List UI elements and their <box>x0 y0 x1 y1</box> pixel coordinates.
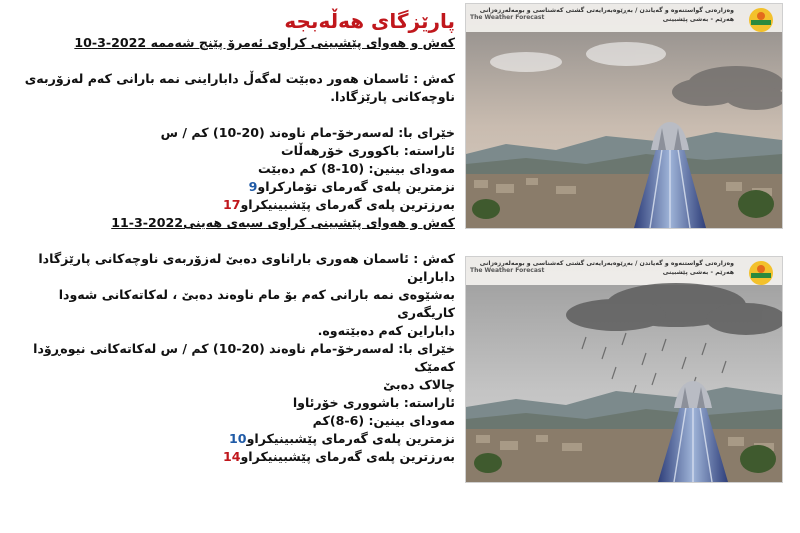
day2-min-temp-label: نزمترین پلەی گەرمای پێشبینیکراو <box>246 431 455 446</box>
day2-min-temp: 10 <box>229 431 247 446</box>
banner-text: وەزارەتی گواستنەوە و گەیاندن / بەڕێوەبەرایەتی گشتی کەشناسی و بومەلەرزەزانی هەرێم - بەشی پێشبینی <box>479 7 734 23</box>
day2-heading-text: کەش و هەوای پێشبینی کراوی سبەی هەینی <box>183 215 455 230</box>
day1-min-temp-row <box>10 178 455 196</box>
kurdistan-emblem-icon <box>748 260 774 286</box>
day1-date: 2022-3-10 <box>74 35 147 50</box>
cloudy-scene-image <box>466 4 782 228</box>
day2-visibility: مەودای بینین: (6-8)کم <box>312 413 455 428</box>
card-banner <box>466 257 782 285</box>
forecast-text <box>10 8 455 466</box>
day2-wind-line1: خێرای با: لەسەرخۆ-مام ناوەند (20-10) کم / س لەکاتەکانی نیوەڕۆدا کەمێک <box>33 341 455 374</box>
day2-min-temp-row <box>10 430 455 448</box>
day2-sky-line1: کەش : ئاسمان هەوری باراناوی دەبێ لەزۆربەی ناوچەکانی پارێزگادا داباراین <box>38 251 455 284</box>
day1-max-temp: 17 <box>222 197 241 212</box>
day1-sky-line2: ناوچەکانی پارێزگادا. <box>330 89 455 104</box>
day1-heading <box>10 34 455 52</box>
banner-en-text: The Weather Forecast <box>470 267 545 274</box>
banner-text: وەزارەتی گواستنەوە و گەیاندن / بەڕێوەبەرایەتی گشتی کەشناسی و بومەلەرزەزانی هەرێم - بەشی پێشبینی <box>479 260 734 276</box>
kurdistan-emblem-icon <box>748 7 774 33</box>
day1-heading-text: کەش و هەوای پێشبینی کراوی ئەمرۆ پێنج شەممە <box>150 35 455 50</box>
page-title: پارێزگای هەڵەبجە <box>284 9 455 33</box>
day1-max-temp-row <box>10 196 455 214</box>
day2-wind-line2: چالاک دەبێ <box>383 377 455 392</box>
day2-max-temp: 14 <box>222 449 241 464</box>
day1-visibility: مەودای بینین: (10-8) کم دەبێت <box>258 161 455 176</box>
day2-date: 2022-3-11 <box>111 215 184 230</box>
day1-min-temp-label: نزمترین پلەی گەرمای تۆمارکراو <box>257 179 455 194</box>
day1-max-temp-label: بەرزترین پلەی گەرمای پێشبینیکراو <box>240 197 455 212</box>
rainy-scene-image <box>466 257 782 482</box>
day2-direction: ئاراستە: باشووری خۆرئاوا <box>292 395 455 410</box>
day1-wind: خێرای با: لەسەرخۆ-مام ناوەند (20-10) کم / س <box>160 125 455 140</box>
day2-max-temp-label: بەرزترین پلەی گەرمای پێشبینیکراو <box>240 449 455 464</box>
day2-sky-line3: داباراین کەم دەبێتەوە. <box>317 323 455 338</box>
day1-sky-line1: کەش : ئاسمان هەور دەبێت لەگەڵ داباراینی نمە بارانی کەم لەزۆربەی <box>24 71 455 86</box>
banner-en-text: The Weather Forecast <box>470 14 545 21</box>
day1-min-temp: 9 <box>248 179 258 194</box>
forecast-image-today <box>465 3 783 229</box>
card-banner <box>466 4 782 32</box>
day2-heading <box>10 214 455 232</box>
forecast-image-tomorrow <box>465 256 783 483</box>
day2-sky-line2: بەشێوەی نمە بارانی کەم بۆ مام ناوەند دەبێ ، لەکاتەکانی شەودا کاریگەری <box>58 287 455 320</box>
day2-max-temp-row <box>10 448 455 466</box>
day1-direction: ئاراستە: باکووری خۆرهەڵات <box>281 143 455 158</box>
